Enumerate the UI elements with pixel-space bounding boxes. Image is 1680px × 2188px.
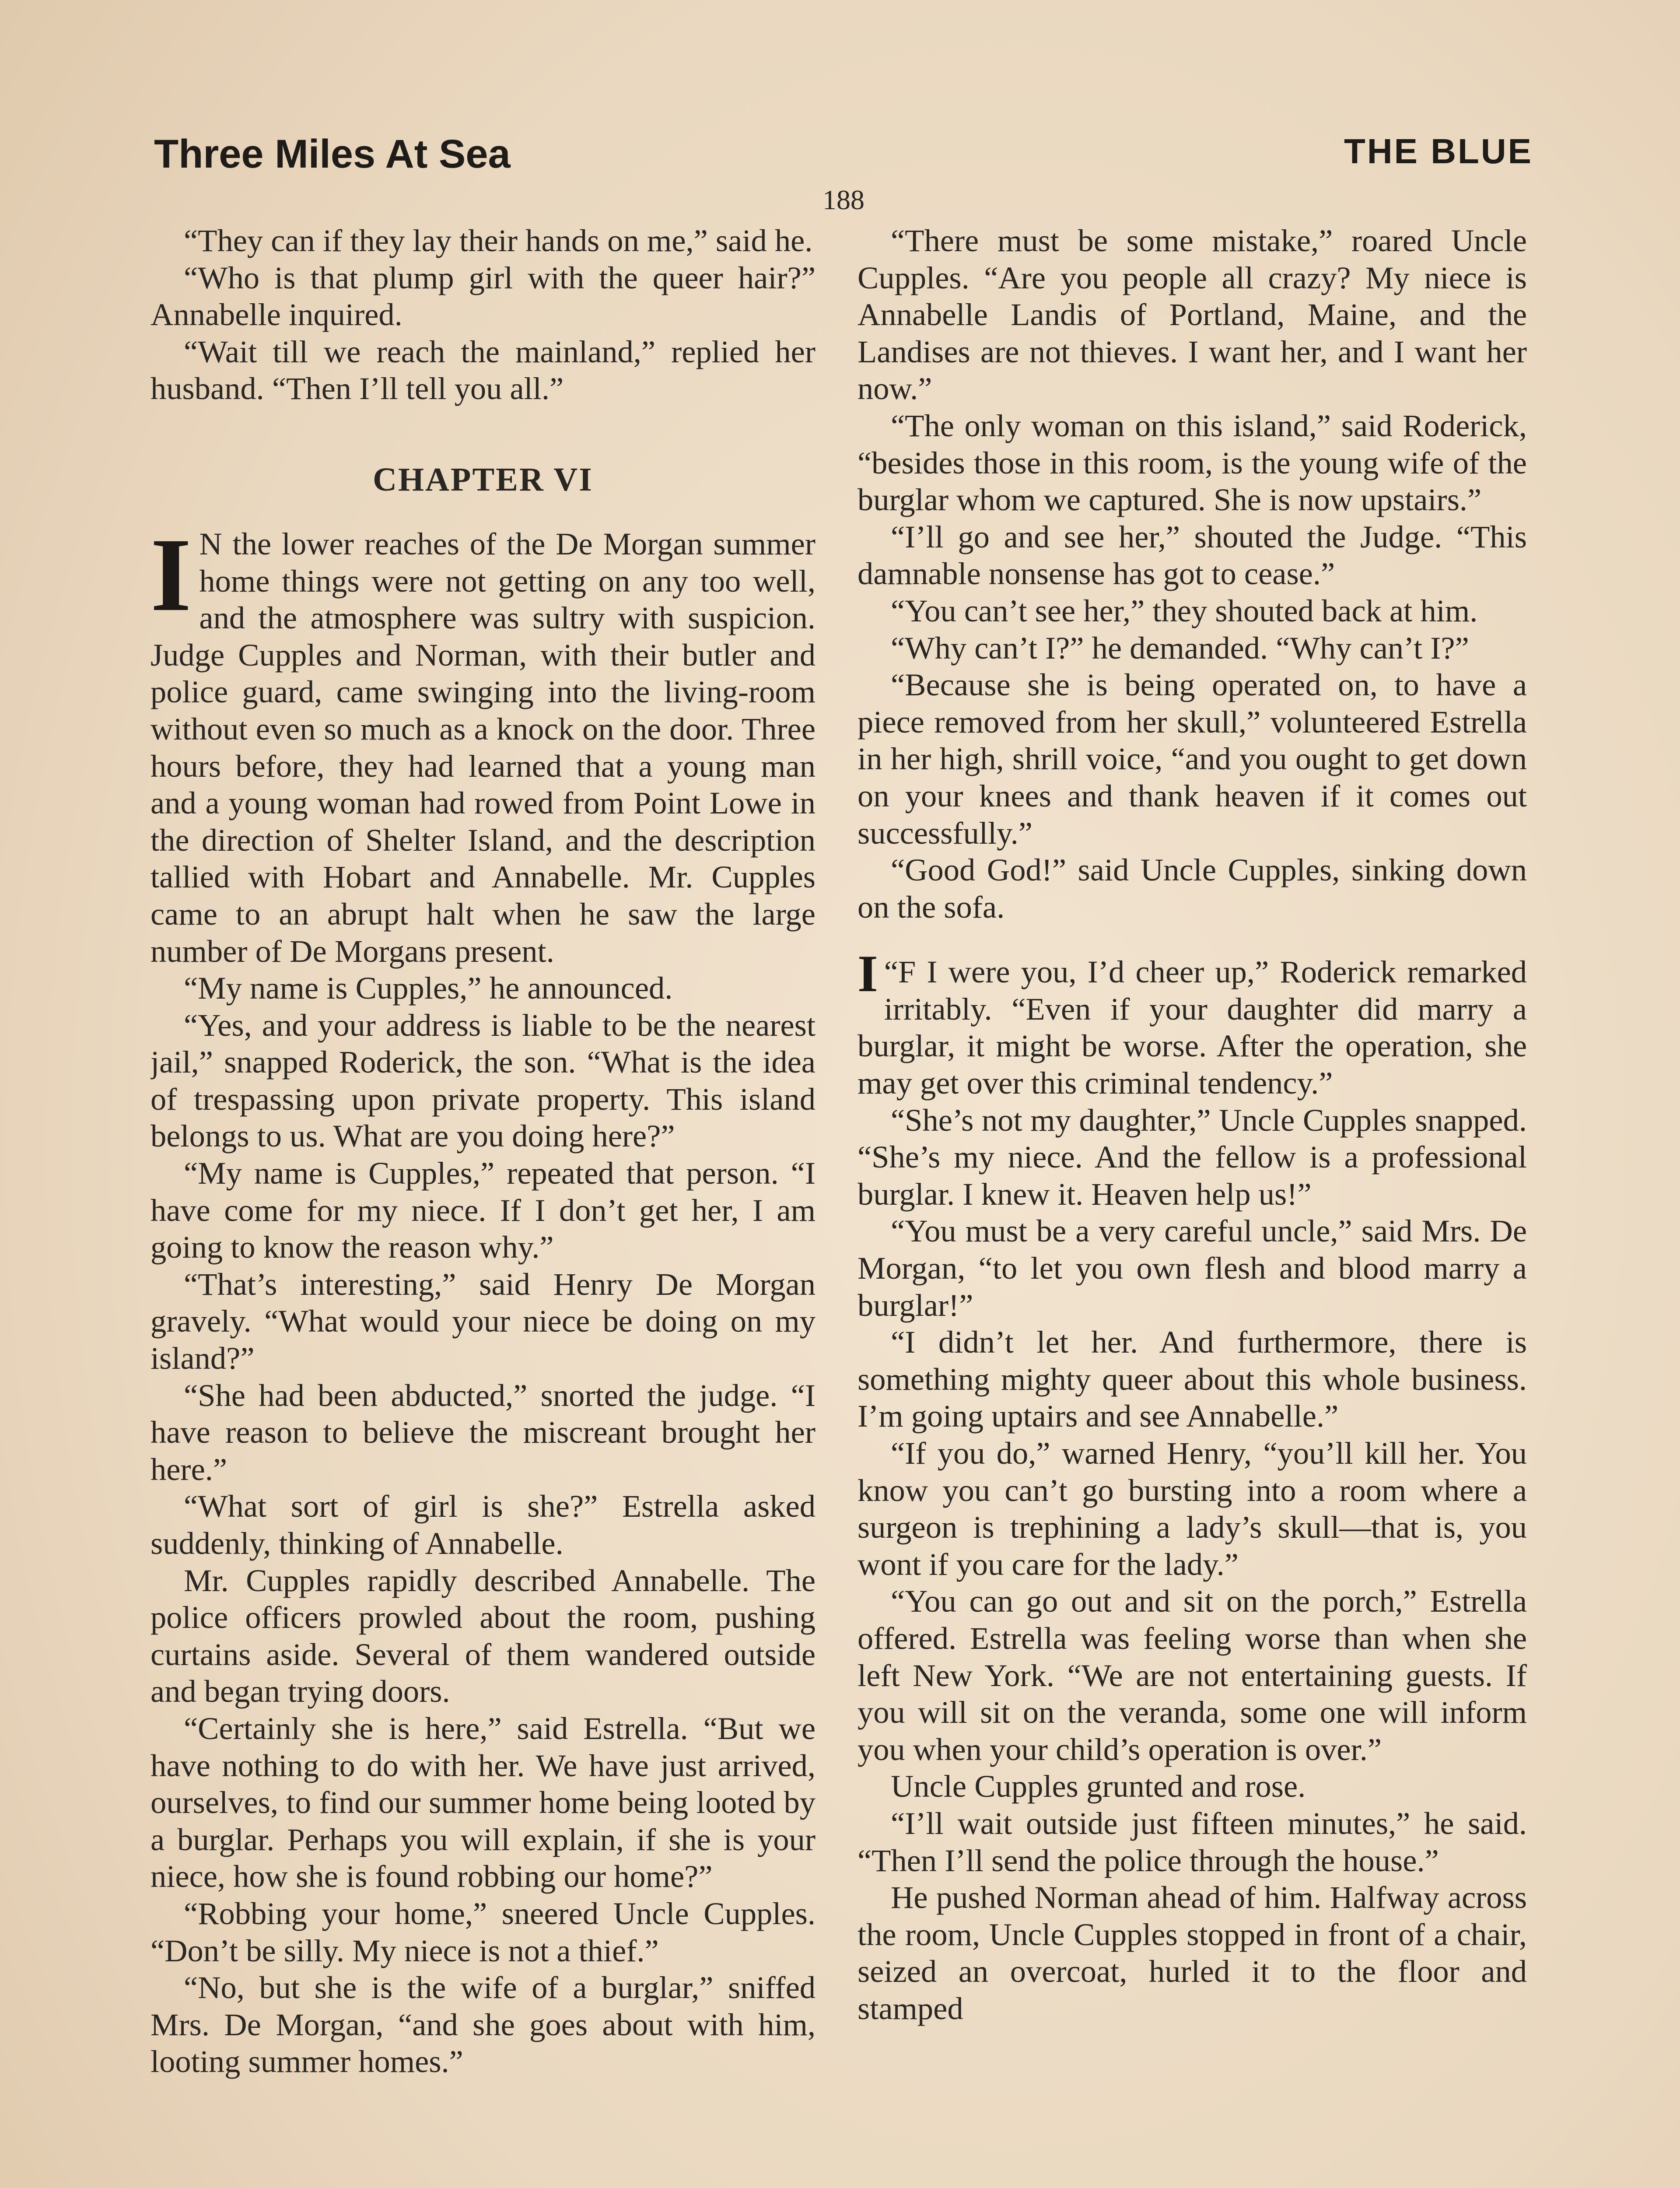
left-paragraphs-after <box>150 970 816 2080</box>
left-paragraphs-before <box>150 222 816 407</box>
story-title: Three Miles At Sea <box>154 132 511 176</box>
section-opening-paragraph <box>858 944 1527 1101</box>
chapter-opening-paragraph <box>150 516 816 970</box>
drop-cap-letter-small: I <box>858 944 878 1003</box>
right-paragraphs-before <box>858 222 1527 926</box>
drop-cap-letter: I <box>150 516 192 633</box>
paragraph: “Why can’t I?” he demanded. “Why can’t I?” <box>891 630 1469 666</box>
paragraph: He pushed Norman ahead of him. Halfway across the room, Uncle Cupples stopped in front of a chair, seized an overcoat, hurled it to the floor and stamped <box>858 1879 1527 2026</box>
paragraph: “Robbing your home,” sneered Uncle Cupples. “Don’t be silly. My niece is not a thief.” <box>150 1895 816 1968</box>
paragraph: “I’ll go and see her,” shouted the Judge. “This damnable nonsense has got to cease.” <box>858 519 1527 592</box>
right-column <box>858 222 1527 2188</box>
section-opening-text: F I were you, I’d cheer up,” Roderick remarked irritably. “Even if your daughter did marry a burglar, it might be worse. After the operation, she may get over this criminal tendency.” <box>858 954 1527 1101</box>
paragraph: Mr. Cupples rapidly described Annabelle. The police officers prowled about the room, pushing curtains aside. Several of them wandered outside and began trying doors. <box>150 1562 816 1709</box>
paragraph: “The only woman on this island,” said Roderick, “besides those in this room, is the young wife of the burglar whom we captured. She is now upstairs.” <box>858 407 1527 518</box>
paragraph: “What sort of girl is she?” Estrella asked suddenly, thinking of Annabelle. <box>150 1488 816 1561</box>
paragraph: “No, but she is the wife of a burglar,” sniffed Mrs. De Morgan, “and she goes about with him, looting summer homes.” <box>150 1970 816 2079</box>
paragraph: “My name is Cupples,” repeated that person. “I have come for my niece. If I don’t get her, I am going to know the reason why.” <box>150 1155 816 1265</box>
paragraph: “There must be some mistake,” roared Uncle Cupples. “Are you people all crazy? My niece is Annabelle Landis of Portland, Maine, and the Landises are not thieves. I want her, and I want her now.” <box>858 223 1527 407</box>
paragraph: Uncle Cupples grunted and rose. <box>891 1768 1306 1804</box>
paragraph: “Good God!” said Uncle Cupples, sinking down on the sofa. <box>858 852 1527 925</box>
paragraph: “You can go out and sit on the porch,” Estrella offered. Estrella was feeling worse than when she left New York. “We are not entertaining guests. If you will sit on the veranda, some one will inform you when your child’s operation is over.” <box>858 1583 1527 1767</box>
paragraph: “I’ll wait outside just fifteen minutes,” he said. “Then I’ll send the police through the house.” <box>858 1805 1527 1878</box>
paragraph: “They can if they lay their hands on me,” said he. <box>184 223 813 258</box>
page-number: 188 <box>822 184 864 215</box>
paragraph: “Certainly she is here,” said Estrella. “But we have nothing to do with her. We have just arrived, ourselves, to find our summer home being looted by a burglar. Perhaps you will explain, if she is your niece, how she is found robbing our home?” <box>150 1710 816 1894</box>
section-gap <box>150 407 816 460</box>
opening-quote: “ <box>884 954 898 990</box>
paragraph: “She’s not my daughter,” Uncle Cupples snapped. “She’s my niece. And the fellow is a professional burglar. I knew it. Heaven help us!” <box>858 1102 1527 1212</box>
right-paragraphs-after <box>858 1102 1527 2027</box>
paragraph: “That’s interesting,” said Henry De Morgan gravely. “What would your niece be doing on my island?” <box>150 1266 816 1376</box>
paragraph: “She had been abducted,” snorted the judge. “I have reason to believe the miscreant brought her here.” <box>150 1377 816 1487</box>
paragraph: “Wait till we reach the mainland,” replied her husband. “Then I’ll tell you all.” <box>150 333 816 407</box>
paragraph: “If you do,” warned Henry, “you’ll kill her. You know you can’t go bursting into a room where a surgeon is trephining a lady’s skull—that is, you wont if you care for the lady.” <box>858 1435 1527 1582</box>
paragraph: “My name is Cupples,” he announced. <box>184 970 673 1006</box>
left-column <box>150 222 816 2188</box>
paragraph: “Yes, and your address is liable to be the nearest jail,” snapped Roderick, the son. “What is the idea of trespassing upon private property. This island belongs to us. What are you doing here?” <box>150 1007 816 1154</box>
paragraph: “I didn’t let her. And furthermore, there is something mighty queer about this whole business. I’m going uptairs and see Annabelle.” <box>858 1324 1527 1434</box>
paragraph: “You can’t see her,” they shouted back at him. <box>891 593 1478 628</box>
paragraph: “You must be a very careful uncle,” said Mrs. De Morgan, “to let you own flesh and blood marry a burglar!” <box>858 1213 1527 1323</box>
paragraph: “Because she is being operated on, to have a piece removed from her skull,” volunteered Estrella in her high, shrill voice, “and you ought to get down on your knees and thank heaven if it comes out successfully.” <box>858 667 1527 851</box>
opening-text: N the lower reaches of the De Morgan summer home things were not getting on any too well, and the atmosphere was sultry with suspicion. Judge Cupples and Norman, with their butler and police guard, came swinging into the living-room without even so much as a knock on the door. Three hours before, they had learned that a young man and a young woman had rowed from Point Lowe in the direction of Shelter Island, and the description tallied with Hobart and Annabelle. Mr. Cupples came to an abrupt halt when he saw the large number of De Morgans present. <box>150 526 816 969</box>
chapter-heading: CHAPTER VI <box>373 461 593 498</box>
paragraph: “Who is that plump girl with the queer hair?” Annabelle inquired. <box>150 259 816 333</box>
heading-gap <box>150 499 816 526</box>
magazine-title: THE BLUE <box>1344 132 1533 171</box>
